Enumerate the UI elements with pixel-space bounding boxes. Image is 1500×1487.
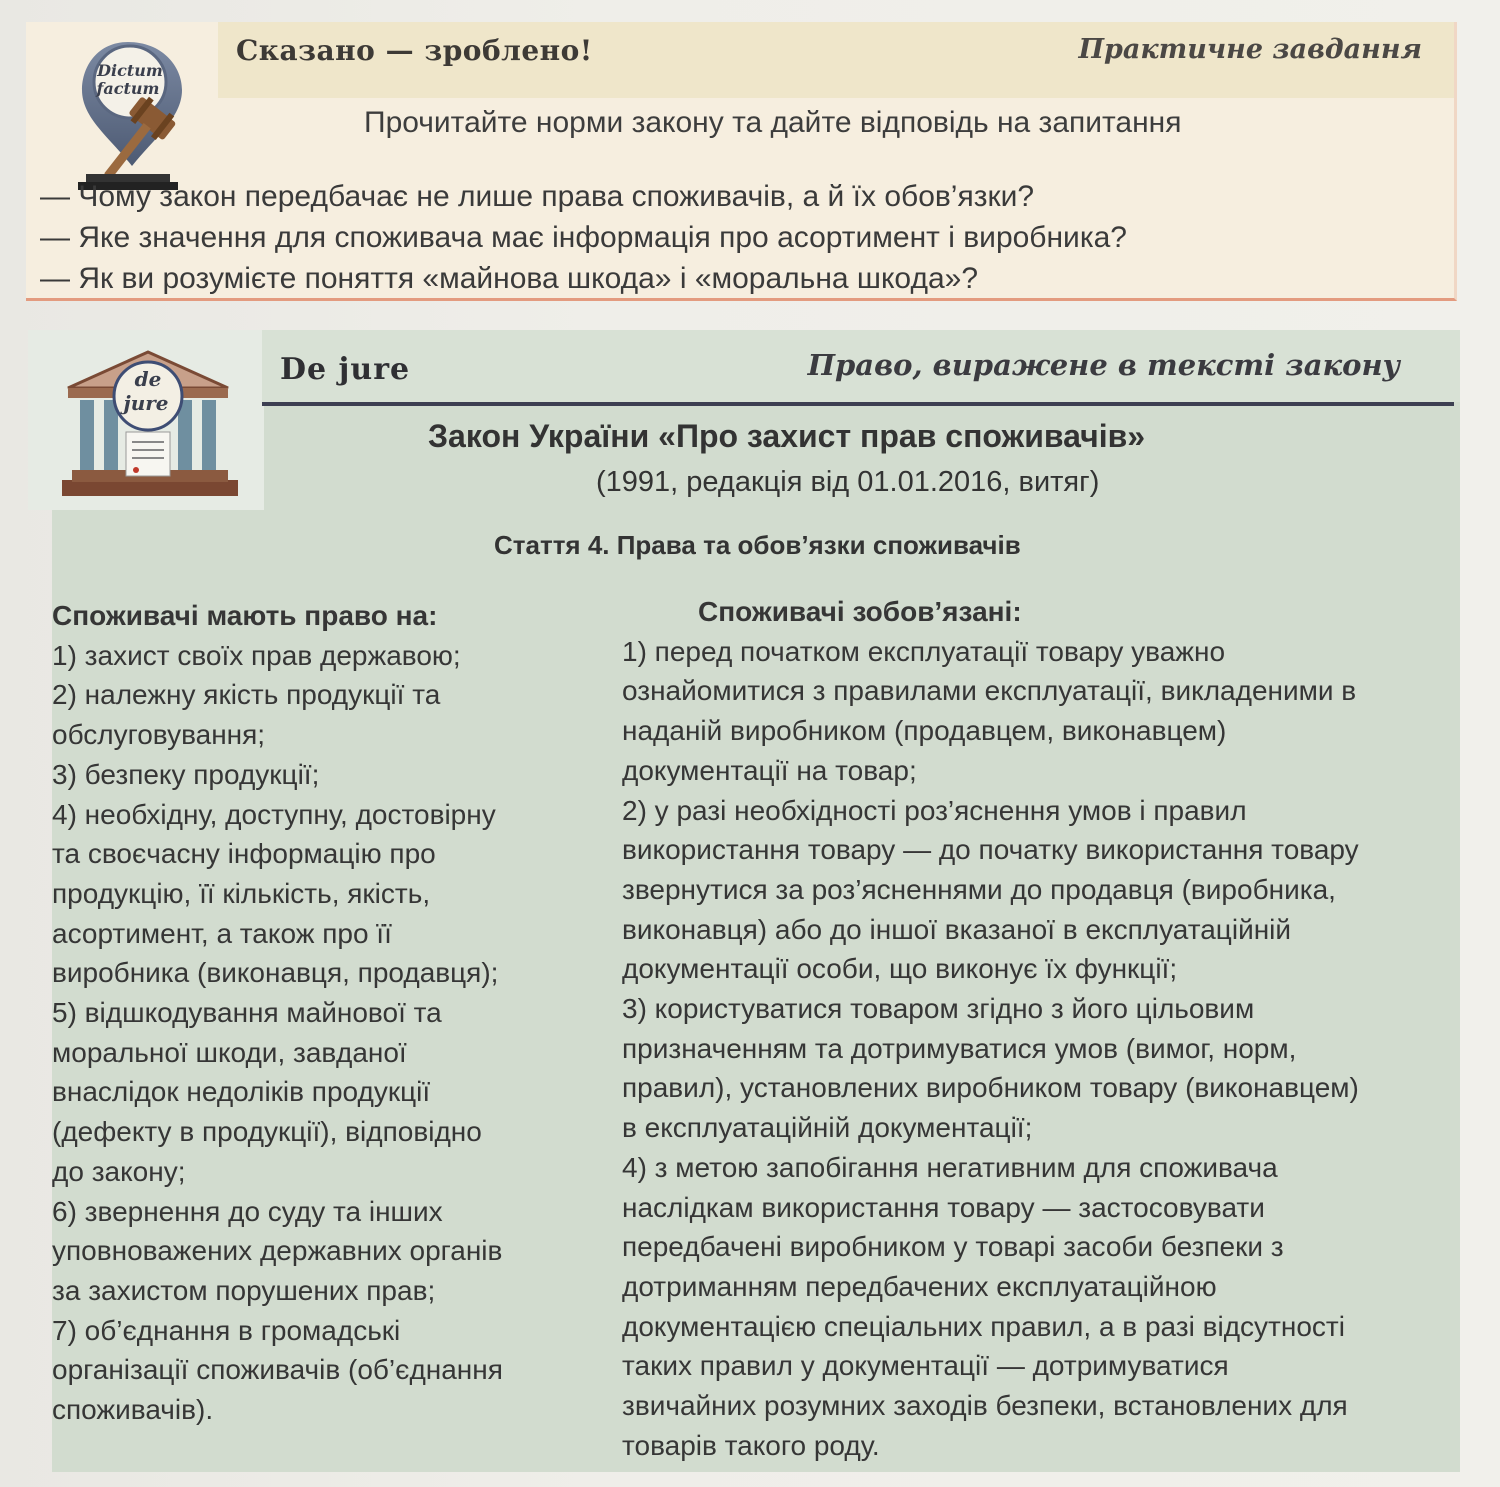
duties-text-line: передбачені виробником у товарі засоби безпеки з bbox=[622, 1231, 1284, 1263]
rights-text-line: 1) захист своїх прав державою; bbox=[52, 639, 461, 671]
rights-text-line: організації споживачів (об’єднання bbox=[52, 1354, 503, 1386]
duties-text-line: 3) користуватися товаром згідно з його цільовим bbox=[622, 993, 1255, 1025]
rights-text-line: та своєчасну інформацію про bbox=[52, 838, 436, 870]
duties-text-line: наданій виробником (продавцем, виконавцем) bbox=[622, 715, 1227, 747]
rights-text-line: (дефекту в продукції), відповідно bbox=[52, 1116, 482, 1148]
svg-text:de: de bbox=[134, 367, 162, 391]
law-section-title: De jure bbox=[280, 352, 411, 387]
header-divider bbox=[262, 402, 1454, 406]
rights-text-line: внаслідок недоліків продукції bbox=[52, 1076, 431, 1108]
consumer-rights-column bbox=[52, 596, 612, 1430]
rights-text-line: виробника (виконавця, продавця); bbox=[52, 957, 499, 989]
svg-text:factum: factum bbox=[96, 79, 160, 98]
law-logo-area bbox=[28, 330, 264, 510]
article-title: Стаття 4. Права та обов’язки споживачів bbox=[494, 530, 1021, 560]
task-question: — Яке значення для споживача має інформація про асортимент і виробника? bbox=[40, 221, 1127, 254]
rights-text-line: асортимент, а також про її bbox=[52, 917, 392, 949]
rights-text-line: 4) необхідну, доступну, достовірну bbox=[52, 798, 496, 830]
duties-text-line: використання товару — до початку використання товару bbox=[622, 834, 1359, 866]
duties-text-line: дотриманням передбачених експлуатаційною bbox=[622, 1270, 1217, 1302]
law-name: Закон України «Про захист прав споживачів» bbox=[428, 418, 1146, 454]
duties-text-line: в експлуатаційній документації; bbox=[622, 1112, 1033, 1144]
rights-text-line: обслуговування; bbox=[52, 719, 266, 751]
duties-text-line: 1) перед початком експлуатації товару уважно bbox=[622, 635, 1226, 667]
de-jure-law-box bbox=[52, 330, 1460, 1472]
duties-text-line: виконавця) або до іншої вказаної в експлуатаційній bbox=[622, 913, 1292, 945]
rights-text-line: 6) звернення до суду та інших bbox=[52, 1195, 443, 1227]
task-section-title: Сказано — зроблено! bbox=[236, 34, 593, 67]
rights-text-line: до закону; bbox=[52, 1155, 186, 1187]
rights-heading: Споживачі мають право на: bbox=[52, 600, 438, 631]
rights-text-line: 7) об’єднання в громадські bbox=[52, 1314, 401, 1346]
duties-text-line: таких правил у документації — дотримуватися bbox=[622, 1350, 1229, 1382]
duties-text-line: призначенням та дотримуватися умов (вимог, норм, bbox=[622, 1032, 1297, 1064]
duties-text-line: документацією спеціальних правил, а в разі відсутності bbox=[622, 1310, 1345, 1342]
duties-text-line: товарів такого роду. bbox=[622, 1429, 880, 1461]
rights-text-line: продукцію, її кількість, якість, bbox=[52, 877, 431, 909]
duties-text-line: 2) у разі необхідності роз’яснення умов і правил bbox=[622, 794, 1247, 826]
duties-text-line: документації особи, що виконує їх функції; bbox=[622, 953, 1178, 985]
consumer-duties-column bbox=[622, 592, 1462, 1465]
duties-text-line: звичайних розумних заходів безпеки, встановлених для bbox=[622, 1390, 1348, 1422]
duties-text-line: документації на товар; bbox=[622, 754, 917, 786]
duties-text-line: звернутися за роз’ясненнями до продавця (виробника, bbox=[622, 873, 1336, 905]
practical-task-box bbox=[26, 22, 1457, 301]
duties-text-line: ознайомитися з правилами експлуатації, викладеними в bbox=[622, 675, 1357, 707]
duties-text-line: правил), установлених виробником товару (виконавцем) bbox=[622, 1072, 1359, 1104]
law-edition: (1991, редакція від 01.01.2016, витяг) bbox=[596, 466, 1100, 498]
task-section-type: Практичне завдання bbox=[1078, 34, 1422, 65]
dictum-factum-gavel-icon bbox=[54, 30, 224, 200]
rights-text-line: 2) належну якість продукції та bbox=[52, 679, 441, 711]
law-section-type: Право, виражене в тексті закону bbox=[807, 348, 1400, 382]
task-question-list bbox=[40, 176, 1127, 299]
task-instruction: Прочитайте норми закону та дайте відповідь на запитання bbox=[364, 106, 1182, 139]
duties-text-line: наслідкам використання товару — застосовувати bbox=[622, 1191, 1265, 1223]
svg-text:Dictum: Dictum bbox=[97, 61, 163, 80]
rights-text-line: за захистом порушених прав; bbox=[52, 1274, 436, 1306]
task-question: — Як ви розумієте поняття «майнова шкода» і «моральна шкода»? bbox=[40, 262, 979, 295]
rights-text-line: уповноважених державних органів bbox=[52, 1235, 503, 1267]
de-jure-courthouse-icon bbox=[28, 330, 264, 510]
task-question: — Чому закон передбачає не лише права споживачів, а й їх обов’язки? bbox=[40, 180, 1035, 213]
rights-text-line: 5) відшкодування майнової та bbox=[52, 997, 442, 1029]
rights-text-line: 3) безпеку продукції; bbox=[52, 758, 320, 790]
duties-heading: Споживачі зобов’язані: bbox=[698, 596, 1022, 627]
rights-text-line: моральної шкоди, завданої bbox=[52, 1036, 407, 1068]
rights-text-line: споживачів). bbox=[52, 1394, 214, 1426]
duties-text-line: 4) з метою запобігання негативним для споживача bbox=[622, 1151, 1278, 1183]
svg-text:jure: jure bbox=[123, 391, 169, 415]
